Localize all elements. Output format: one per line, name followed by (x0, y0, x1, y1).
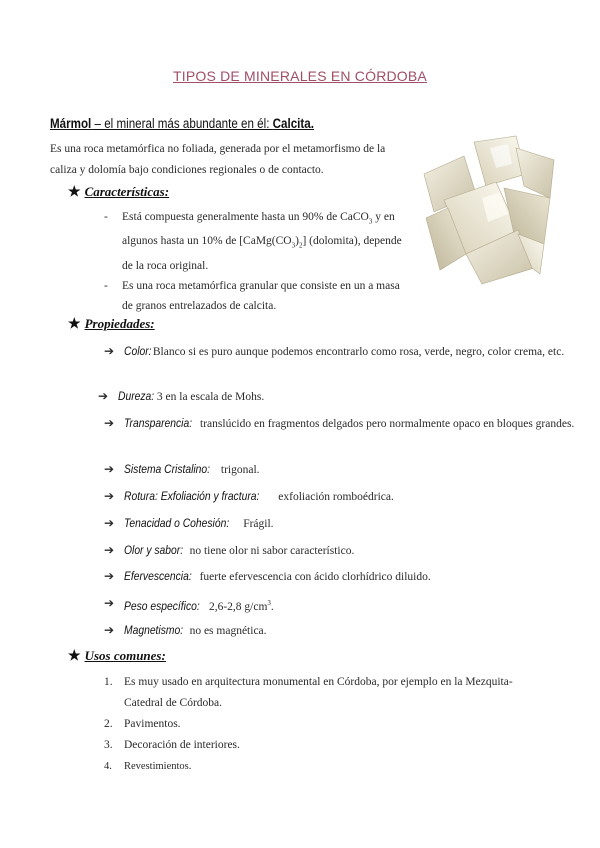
property-dureza: ➔ Dureza: 3 en la escala de Mohs. (98, 386, 570, 408)
property-tenacidad: ➔ Tenacidad o Cohesión: Frágil. (104, 513, 576, 535)
calcite-crystal-photo (404, 134, 560, 290)
page-title: TIPOS DE MINERALES EN CÓRDOBA (173, 68, 427, 84)
star-icon: ★ (68, 317, 81, 332)
arrow-icon: ➔ (104, 623, 115, 637)
property-rotura: ➔ Rotura: Exfoliación y fractura: exfoliación romboédrica. (104, 486, 576, 508)
list-item: 2. Pavimentos. (104, 718, 181, 730)
star-icon: ★ (68, 185, 81, 200)
list-item: - Es una roca metamórfica granular que consiste en un a masa de granos entrelazados de calcita. (104, 279, 400, 312)
section-dash: – el mineral más abundante en él: (91, 116, 273, 131)
arrow-icon: ➔ (104, 489, 115, 503)
property-color: ➔ Color: Blanco si es puro aunque podemos encontrarlo como rosa, verde, negro, color crema, etc. (104, 341, 576, 363)
arrow-icon: ➔ (98, 389, 109, 403)
arrow-icon: ➔ (104, 416, 115, 430)
heading-caracteristicas: ★ Características: (68, 184, 170, 200)
list-item: 4. Revestimientos. (104, 761, 192, 772)
property-olor: ➔ Olor y sabor: no tiene olor ni sabor característico. (104, 540, 576, 562)
property-transparencia: ➔ Transparencia: translúcido en fragmentos delgados pero normalmente opaco en bloques grandes. (104, 413, 576, 435)
section-name: Mármol (50, 116, 92, 131)
star-icon: ★ (68, 649, 81, 664)
heading-propiedades: ★ Propiedades: (68, 316, 155, 332)
arrow-icon: ➔ (104, 543, 115, 557)
heading-usos: ★ Usos comunes: (68, 648, 166, 664)
arrow-icon: ➔ (104, 344, 115, 358)
arrow-icon: ➔ (104, 596, 115, 610)
list-item: 1. Es muy usado en arquitectura monumental en Córdoba, por ejemplo en la Mezquita-Catedral de Córdoba. (104, 676, 513, 709)
list-item: - Está compuesta generalmente hasta un 90% de CaCO$_3$ y en algunos hasta un 10% de $[CaMg(CO_3)_2]$ (dolomita), depende de la roca original. (104, 211, 402, 272)
section-mineral: Calcita. (272, 116, 314, 131)
property-sistema: ➔ Sistema Cristalino: trigonal. (104, 459, 576, 481)
usos-list (104, 672, 524, 777)
caracteristicas-list (104, 207, 404, 316)
property-magnetismo: ➔ Magnetismo: no es magnética. (104, 620, 576, 642)
arrow-icon: ➔ (104, 462, 115, 476)
arrow-icon: ➔ (104, 516, 115, 530)
arrow-icon: ➔ (104, 569, 115, 583)
property-efervescencia: ➔ Efervescencia: fuerte efervescencia con ácido clorhídrico diluido. (104, 566, 576, 588)
list-item: 3. Decoración de interiores. (104, 739, 240, 751)
section-title (50, 116, 314, 131)
property-peso: ➔ Peso específico: 2,6-2,8 $g/cm^3$. (104, 593, 576, 618)
intro-paragraph: Es una roca metamórfica no foliada, generada por el metamorfismo de la caliza y dolomía bajo condiciones regionales o de contacto. (50, 143, 386, 176)
